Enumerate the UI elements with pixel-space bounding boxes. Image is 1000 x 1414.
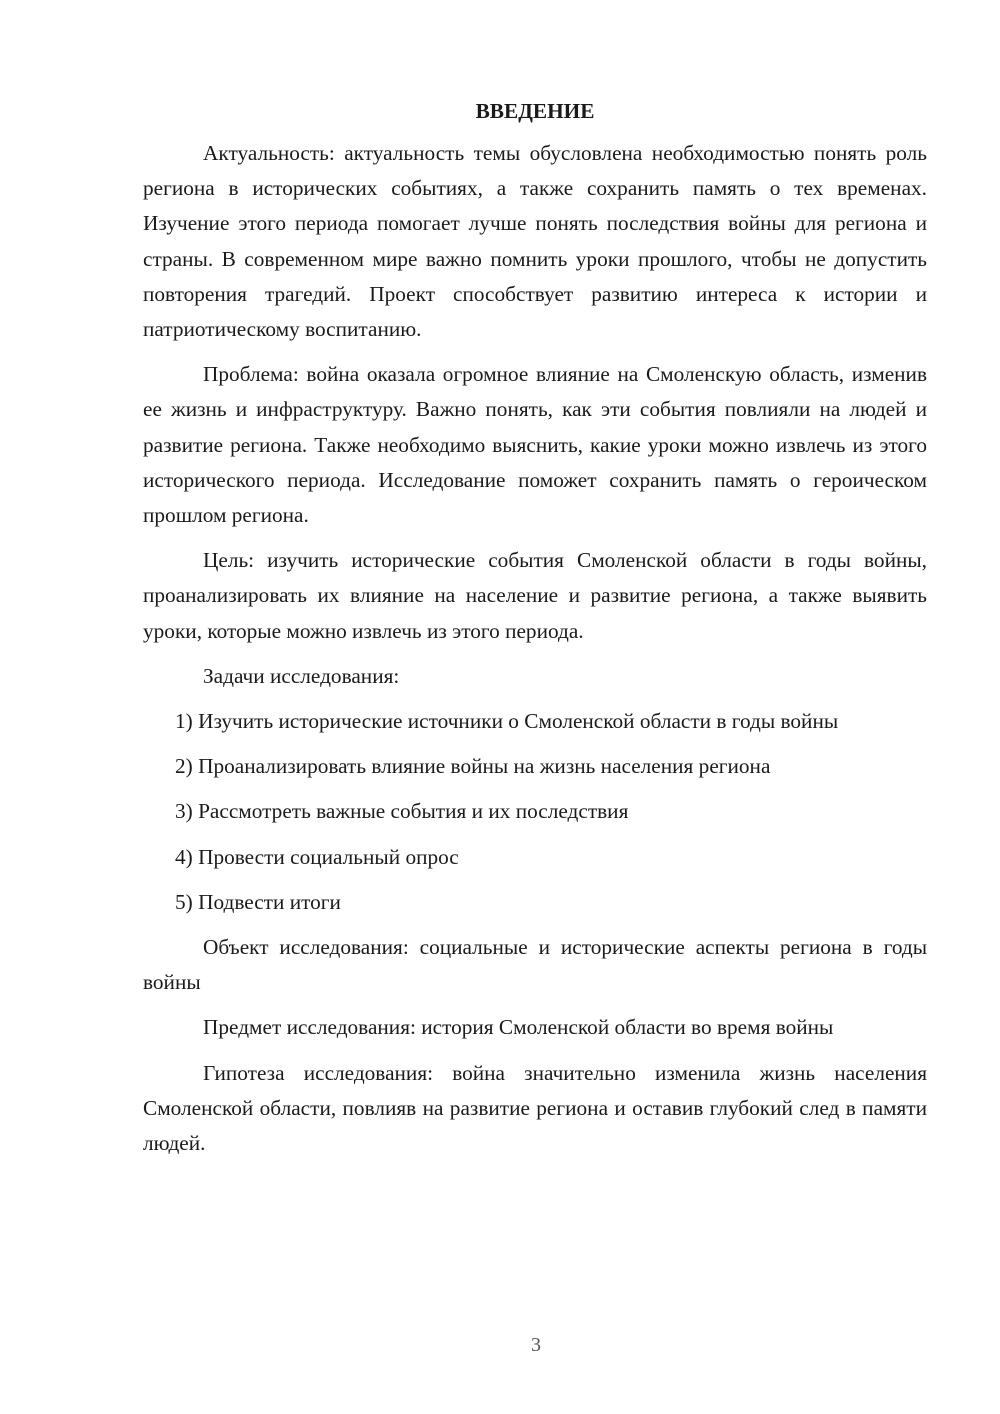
- problem-paragraph: Проблема: война оказала огромное влияние на Смоленскую область, изменив ее жизнь и инфраструктуру. Важно понять, как эти события повлияли на людей и развитие региона. Также необходимо выяснить, какие уроки можно извлечь из этого исторического периода. Исследование поможет сохранить память о героическом прошлом региона.: [143, 362, 927, 528]
- task-item-5: 5) Подвести итоги: [175, 889, 341, 914]
- task-item-3: 3) Рассмотреть важные события и их последствия: [175, 799, 629, 824]
- object-paragraph: Объект исследования: социальные и исторические аспекты региона в годы войны: [143, 935, 927, 995]
- tasks-title: Задачи исследования:: [203, 663, 400, 688]
- page-content: [143, 96, 927, 1171]
- task-item-4: 4) Провести социальный опрос: [175, 844, 459, 869]
- task-item-2: 2) Проанализировать влияние войны на жизнь населения региона: [175, 754, 771, 779]
- task-item-1: 1) Изучить исторические источники о Смоленской области в годы войны: [175, 709, 839, 734]
- section-heading: ВВЕДЕНИЕ: [475, 99, 595, 123]
- subject-paragraph: Предмет исследования: история Смоленской области во время войны: [203, 1015, 834, 1040]
- goal-paragraph: Цель: изучить исторические события Смоленской области в годы войны, проанализировать их влияние на население и развитие региона, а также выявить уроки, которые можно извлечь из этого периода.: [143, 548, 927, 643]
- relevance-paragraph: Актуальность: актуальность темы обусловлена необходимостью понять роль региона в исторических событиях, а также сохранить память о тех временах. Изучение этого периода помогает лучше понять последствия войны для региона и страны. В современном мире важно помнить уроки прошлого, чтобы не допустить повторения трагедий. Проект способствует развитию интереса к истории и патриотическому воспитанию.: [143, 141, 927, 342]
- page-number: 3: [531, 1334, 541, 1356]
- hypothesis-paragraph: Гипотеза исследования: война значительно изменила жизнь населения Смоленской области, повлияв на развитие региона и оставив глубокий след в памяти людей.: [143, 1060, 927, 1156]
